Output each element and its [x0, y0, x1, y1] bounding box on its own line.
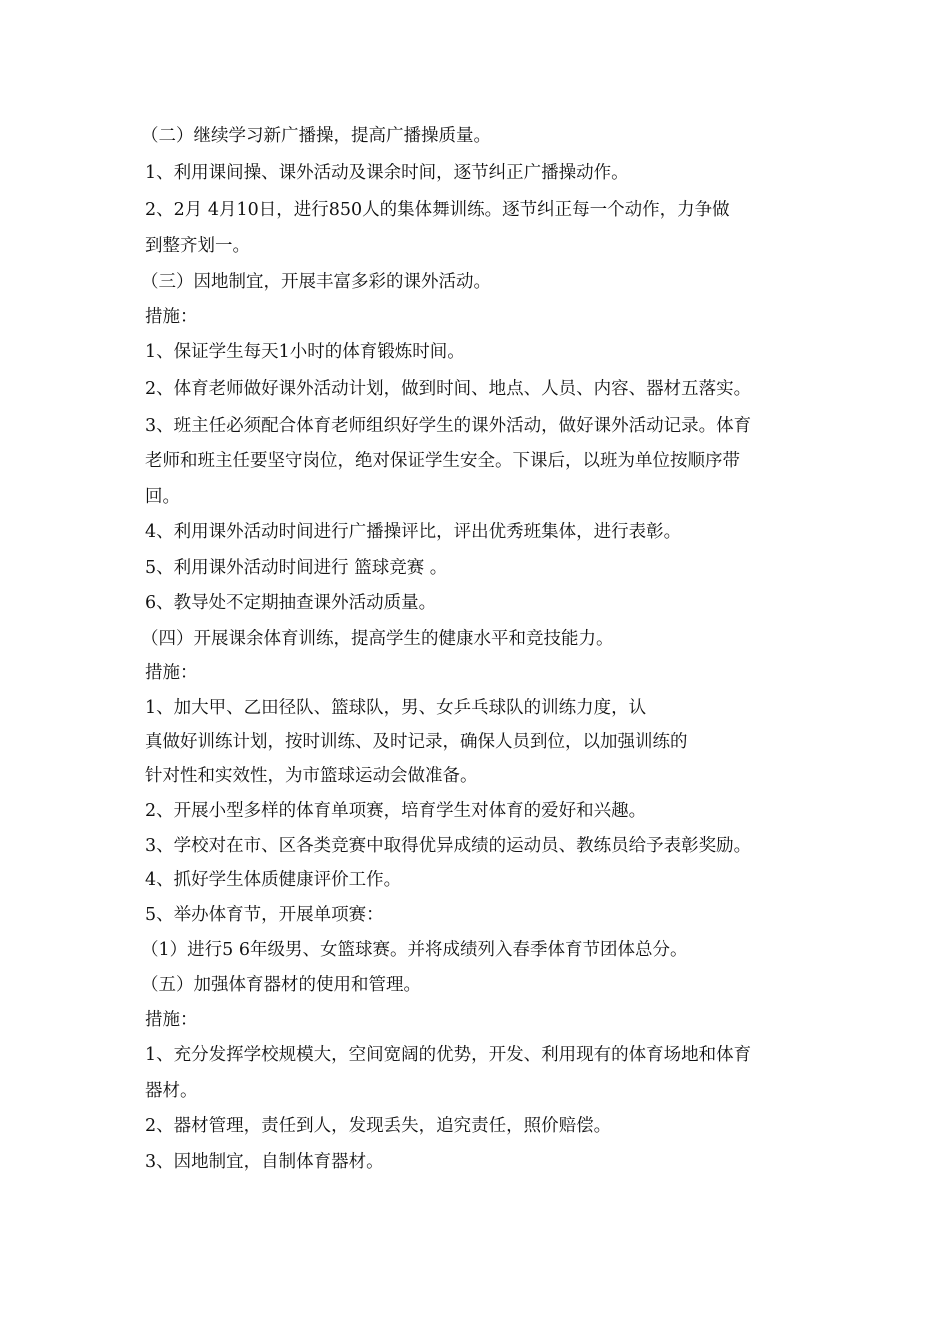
paragraph-line: 真做好训练计划，按时训练、及时记录，确保人员到位，以加强训练的	[145, 732, 688, 752]
measures-label: 措施：	[145, 1010, 198, 1030]
paragraph-line: 6、教导处不定期抽查课外活动质量。	[145, 593, 437, 613]
section-heading-2: （二）继续学习新广播操，提高广播操质量。	[141, 126, 491, 146]
paragraph-line: 5、利用课外活动时间进行 篮球竞赛 。	[145, 558, 448, 578]
measures-label: 措施：	[145, 307, 198, 327]
paragraph-line: 2、2月 4月10日，进行850人的集体舞训练。逐节纠正每一个动作，力争做	[145, 200, 730, 220]
paragraph-line: 到整齐划一。	[145, 236, 250, 256]
paragraph-line: 老师和班主任要坚守岗位，绝对保证学生安全。下课后，以班为单位按顺序带	[145, 451, 740, 471]
paragraph-line: 2、器材管理，责任到人，发现丢失，追究责任，照价赔偿。	[145, 1116, 612, 1136]
paragraph-line: 3、班主任必须配合体育老师组织好学生的课外活动，做好课外活动记录。体育	[145, 416, 752, 436]
paragraph-line: 回。	[145, 487, 180, 507]
paragraph-line: 针对性和实效性，为市篮球运动会做准备。	[145, 766, 478, 786]
section-heading-3: （三）因地制宜，开展丰富多彩的课外活动。	[141, 272, 491, 292]
paragraph-line: 5、举办体育节，开展单项赛：	[145, 905, 384, 925]
paragraph-line: 1、保证学生每天1小时的体育锻炼时间。	[145, 342, 465, 362]
paragraph-line: 4、利用课外活动时间进行广播操评比，评出优秀班集体，进行表彰。	[145, 522, 682, 542]
section-heading-4: （四）开展课余体育训练，提高学生的健康水平和竞技能力。	[141, 629, 614, 649]
paragraph-line: 1、充分发挥学校规模大，空间宽阔的优势，开发、利用现有的体育场地和体育	[145, 1045, 752, 1065]
paragraph-line: 4、抓好学生体质健康评价工作。	[145, 870, 402, 890]
paragraph-line: 2、体育老师做好课外活动计划，做到时间、地点、人员、内容、器材五落实。	[145, 379, 752, 399]
paragraph-line: 3、学校对在市、区各类竞赛中取得优异成绩的运动员、教练员给予表彰奖励。	[145, 836, 752, 856]
paragraph-line: 器材。	[145, 1081, 198, 1101]
paragraph-line: 1、加大甲、乙田径队、篮球队，男、女乒乓球队的训练力度，认	[145, 698, 647, 718]
paragraph-line: 3、因地制宜，自制体育器材。	[145, 1152, 384, 1172]
paragraph-line: 1、利用课间操、课外活动及课余时间，逐节纠正广播操动作。	[145, 163, 629, 183]
sub-item-line: （1）进行5 6年级男、女篮球赛。并将成绩列入春季体育节团体总分。	[141, 940, 688, 960]
section-heading-5: （五）加强体育器材的使用和管理。	[141, 975, 421, 995]
measures-label: 措施：	[145, 663, 198, 683]
paragraph-line: 2、开展小型多样的体育单项赛，培育学生对体育的爱好和兴趣。	[145, 801, 647, 821]
